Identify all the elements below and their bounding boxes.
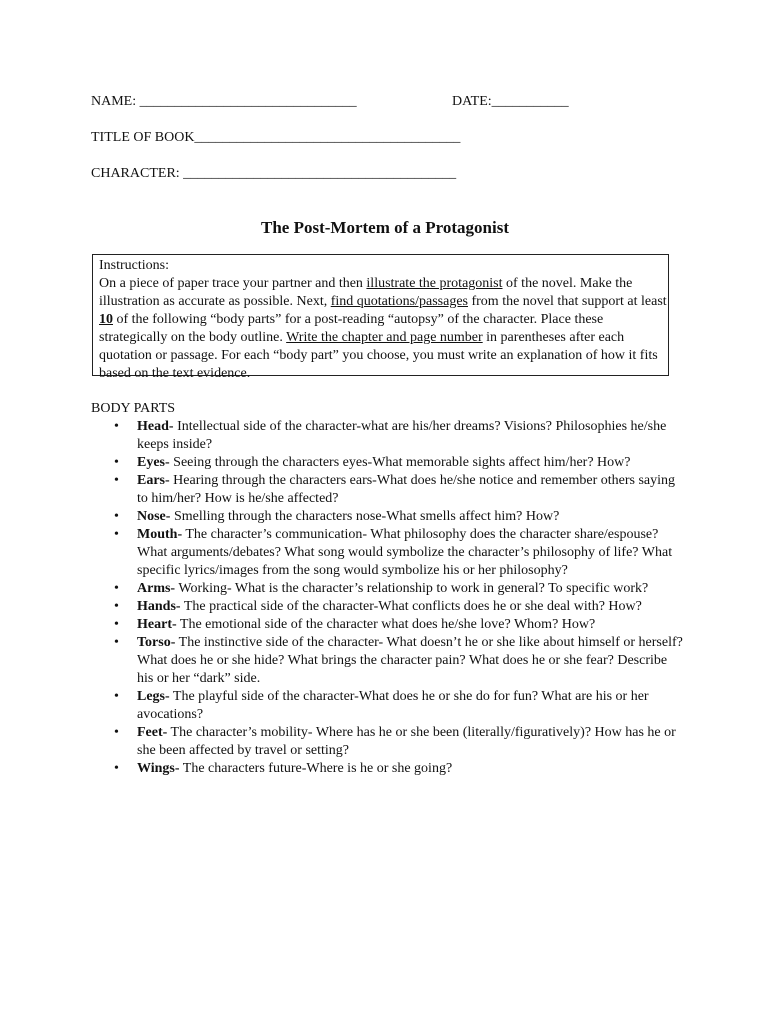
instructions-emphasis-chapter-page: Write the chapter and page number xyxy=(286,330,483,345)
body-part-description: Intellectual side of the character-what are his/her dreams? Visions? Philosophies he/she keeps inside? xyxy=(137,419,667,452)
list-item xyxy=(114,418,685,454)
bullet-icon: • xyxy=(114,527,119,542)
instructions-text-segment: in parentheses after each quotation or passage. For each “body part” you choose, you must write an explanation of how it fits based on the text evidence. xyxy=(99,330,658,381)
body-part-name: Eyes- xyxy=(137,455,170,470)
list-item xyxy=(114,598,685,616)
body-part-name: Torso- xyxy=(137,635,176,650)
body-part-name: Feet- xyxy=(137,725,168,740)
body-part-description: The characters future-Where is he or she going? xyxy=(179,761,453,776)
bullet-icon: • xyxy=(114,617,119,632)
body-part-name: Mouth- xyxy=(137,527,183,542)
body-part-name: Arms- xyxy=(137,581,176,596)
character-field[interactable]: CHARACTER: _______________________________________ xyxy=(91,166,457,181)
body-parts-list xyxy=(91,418,691,778)
bullet-icon: • xyxy=(114,455,119,470)
bullet-icon: • xyxy=(114,761,119,776)
bullet-icon: • xyxy=(114,581,119,596)
instructions-text-segment: from the novel that support at least xyxy=(467,294,667,309)
name-field[interactable]: NAME: _______________________________ xyxy=(91,94,357,109)
list-item xyxy=(114,688,685,724)
list-item xyxy=(114,580,685,598)
instructions-text xyxy=(99,275,668,383)
date-field[interactable]: DATE:___________ xyxy=(452,94,569,109)
list-item xyxy=(114,634,685,688)
body-part-description: Hearing through the characters ears-What does he/she notice and remember others saying to him/her? How is he/she affected? xyxy=(137,473,676,506)
instructions-text-segment: of the following “body parts” for a post-reading “autopsy” of the character. Place these strategically on the body outline. xyxy=(99,312,604,345)
instructions-emphasis-quotations: find quotations/passages xyxy=(330,294,468,309)
list-item xyxy=(114,724,685,760)
list-item xyxy=(114,454,685,472)
instructions-emphasis-illustrate: illustrate the protagonist xyxy=(366,276,503,291)
body-part-name: Hands- xyxy=(137,599,181,614)
body-part-description: The practical side of the character-What conflicts does he or she deal with? How? xyxy=(180,599,642,614)
list-item xyxy=(114,508,685,526)
body-part-description: Seeing through the characters eyes-What memorable sights affect him/her? How? xyxy=(169,455,631,470)
body-part-name: Head- xyxy=(137,419,174,434)
bullet-icon: • xyxy=(114,635,119,650)
body-parts-heading: BODY PARTS xyxy=(91,401,176,416)
list-item xyxy=(114,760,685,778)
list-item xyxy=(114,526,685,580)
bullet-icon: • xyxy=(114,473,119,488)
instructions-emphasis-count: 10 xyxy=(99,312,113,327)
instructions-heading: Instructions: xyxy=(99,258,169,273)
bullet-icon: • xyxy=(114,599,119,614)
body-part-name: Ears- xyxy=(137,473,170,488)
instructions-box xyxy=(92,254,669,381)
page-title: The Post-Mortem of a Protagonist xyxy=(260,218,510,237)
body-part-name: Wings- xyxy=(137,761,180,776)
list-item xyxy=(114,616,685,634)
body-part-name: Heart- xyxy=(137,617,177,632)
instructions-text-segment: On a piece of paper trace your partner and then xyxy=(99,276,367,291)
instructions-text-segment: of the novel. Make the illustration as accurate as possible. Next, xyxy=(99,276,633,309)
body-part-description: The playful side of the character-What does he or she do for fun? What are his or her avocations? xyxy=(137,689,649,722)
body-part-description: The character’s communication- What philosophy does the character share/espouse? What arguments/debates? What song would symbolize the character’s philosophy of life? What specific lyrics/images from the song would symbolize his or her philosophy? xyxy=(137,527,673,578)
body-part-description: Smelling through the characters nose-What smells affect him? How? xyxy=(170,509,560,524)
body-part-name: Legs- xyxy=(137,689,170,704)
body-part-description: The instinctive side of the character- What doesn’t he or she like about himself or herself? What does he or she hide? What brings the character pain? What does he or she fear? Describe his or her “dark” side. xyxy=(137,635,683,686)
body-part-description: The character’s mobility- Where has he or she been (literally/figuratively)? How has he or she been affected by travel or setting? xyxy=(137,725,676,758)
body-part-description: The emotional side of the character what does he/she love? Whom? How? xyxy=(176,617,596,632)
bullet-icon: • xyxy=(114,509,119,524)
list-item xyxy=(114,472,685,508)
body-part-description: Working- What is the character’s relationship to work in general? To specific work? xyxy=(175,581,649,596)
body-parts-section xyxy=(91,400,691,778)
book-title-field[interactable]: TITLE OF BOOK______________________________________ xyxy=(91,130,461,145)
bullet-icon: • xyxy=(114,689,119,704)
body-part-name: Nose- xyxy=(137,509,171,524)
bullet-icon: • xyxy=(114,419,119,434)
bullet-icon: • xyxy=(114,725,119,740)
